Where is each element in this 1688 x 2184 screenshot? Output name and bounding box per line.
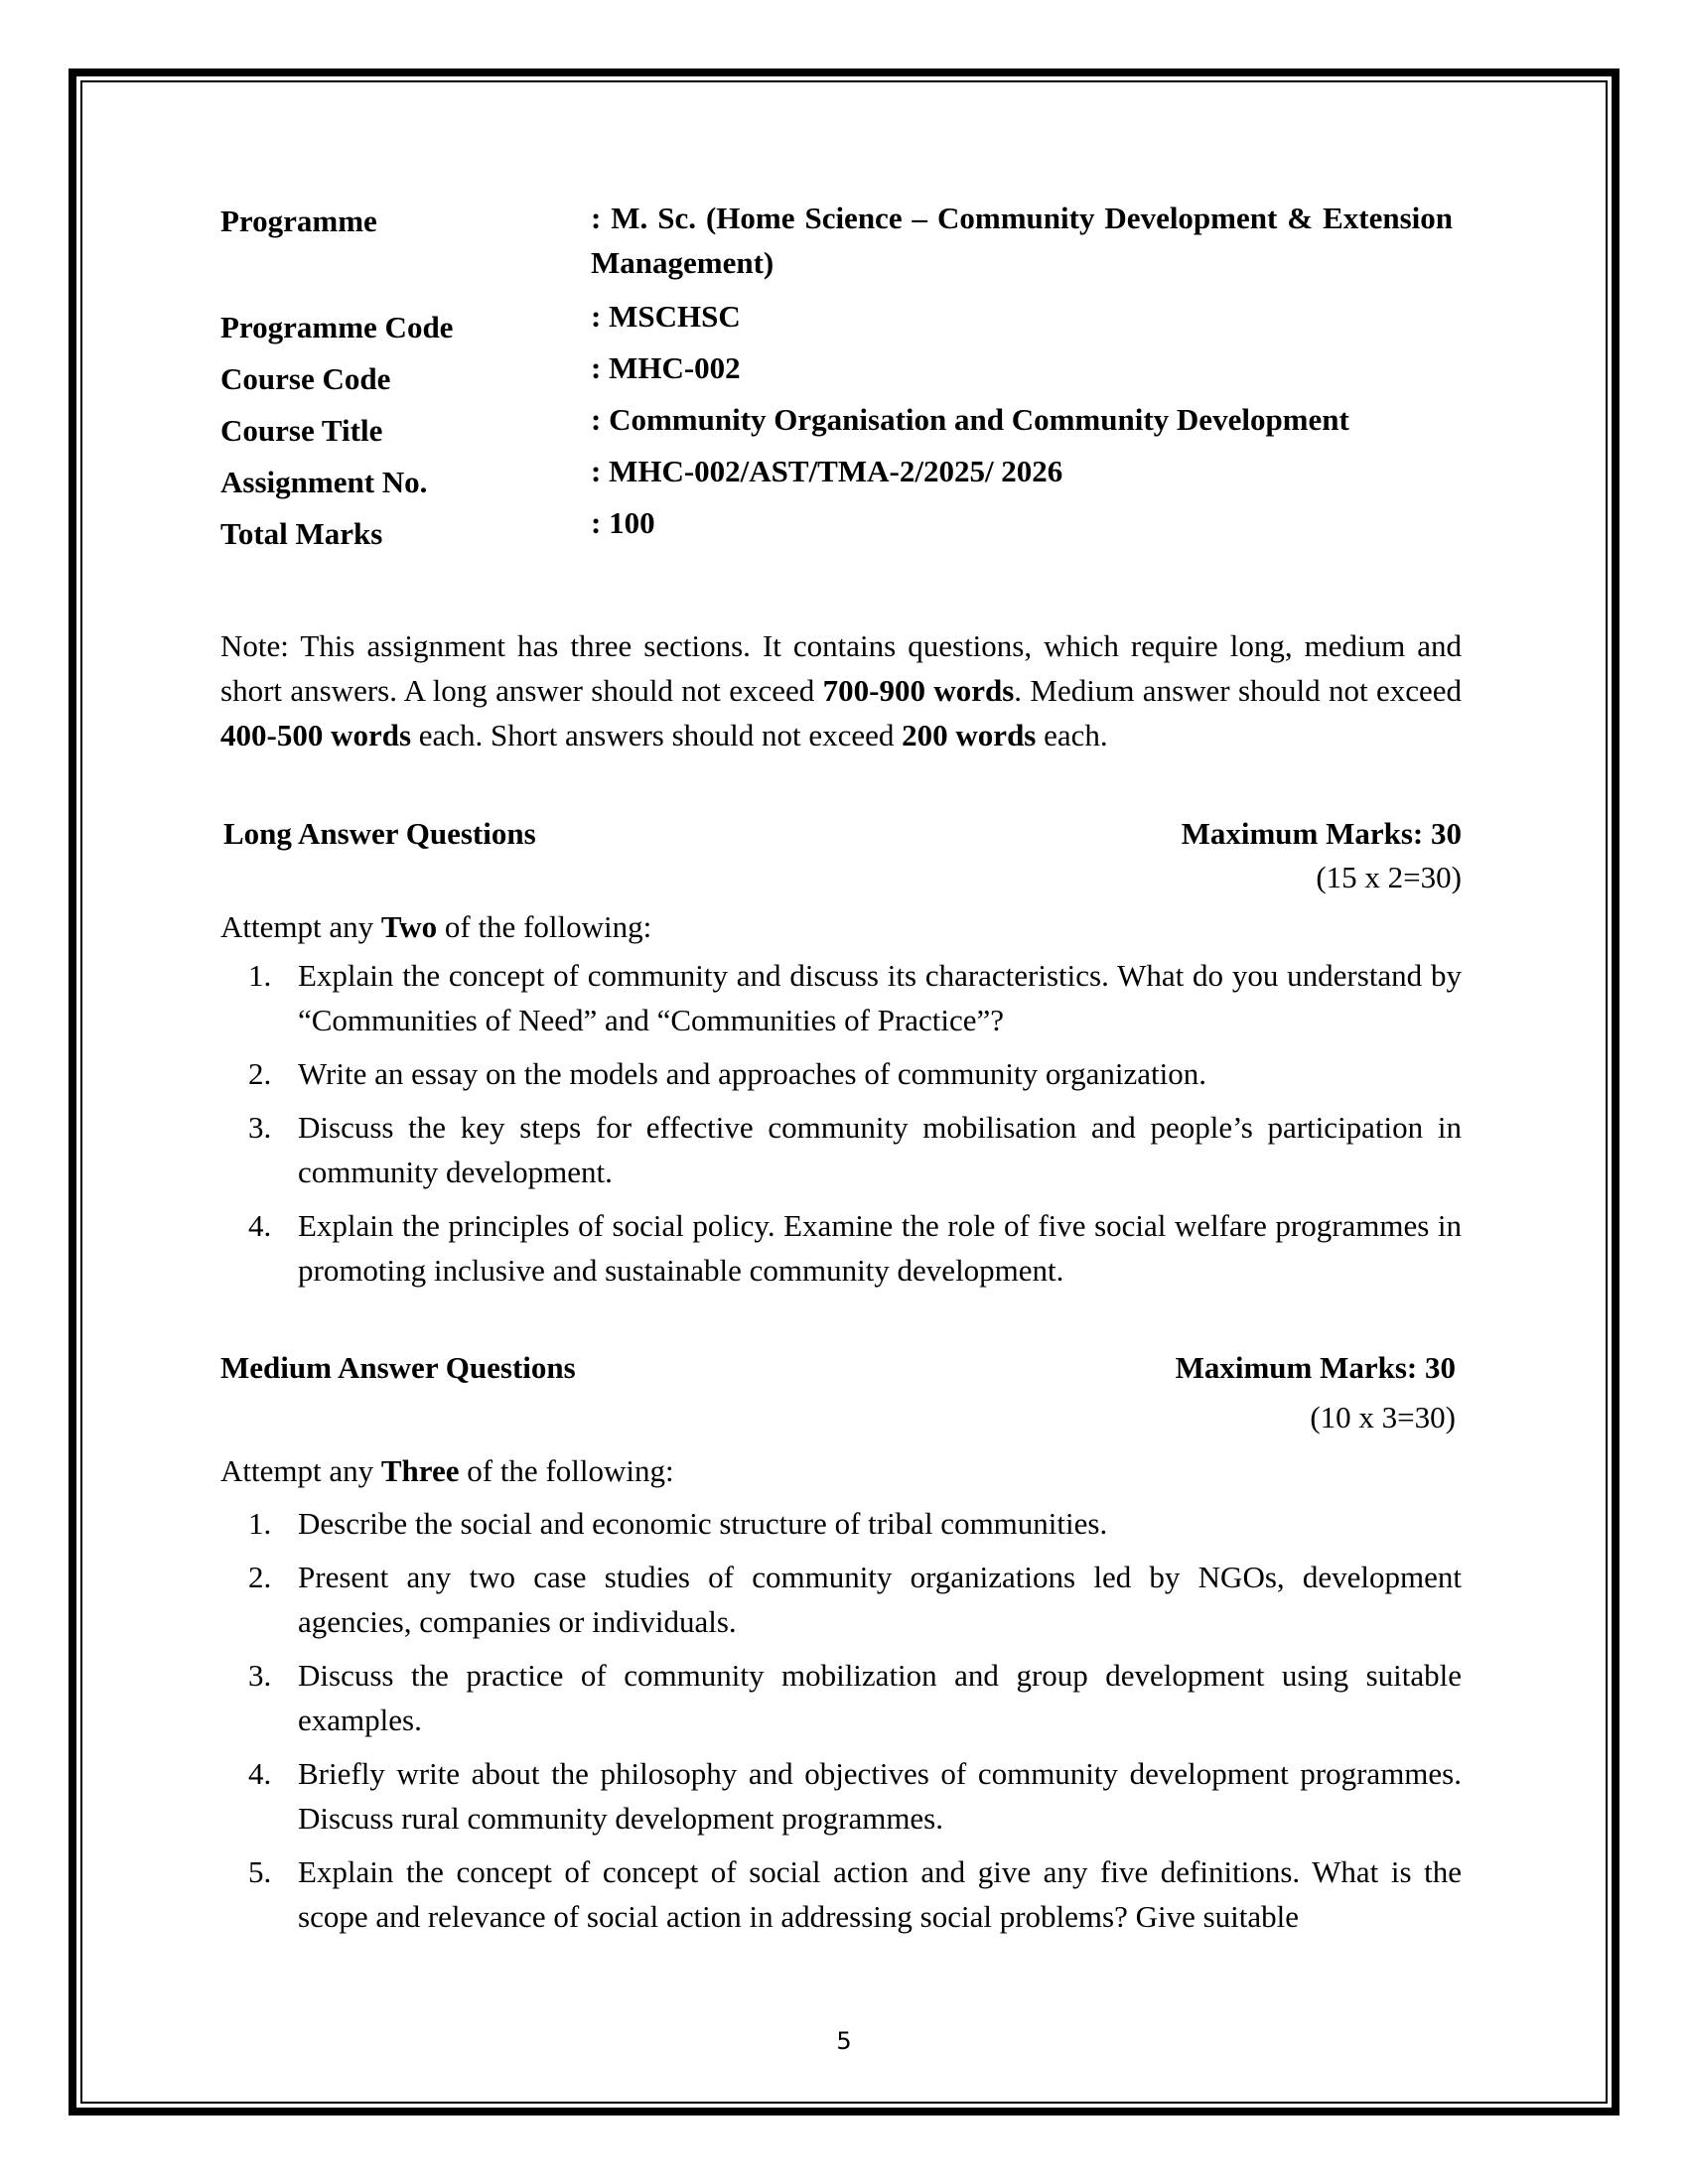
question-item	[220, 1751, 1462, 1841]
meta-value: : 100	[591, 505, 655, 540]
question-text: Present any two case studies of community organizations led by NGOs, development agencies, companies or individuals.	[298, 1560, 1462, 1639]
question-number: 1.	[248, 1506, 272, 1541]
instruction-text: Attempt any	[220, 909, 381, 944]
section-instruction	[220, 1453, 674, 1489]
long-section-header	[220, 816, 1462, 852]
note-text: Note: This assignment has three sections. It contains questions, which require long, medium and short answers. A long answer should not exceed	[220, 628, 1462, 708]
meta-value: : MSCHSC	[591, 299, 741, 334]
note-text: each.	[1036, 718, 1108, 752]
meta-label: Programme Code	[220, 310, 454, 344]
section-instruction	[220, 909, 651, 945]
meta-value: : Community Organisation and Community Development	[591, 402, 1349, 437]
instruction-text: of the following:	[459, 1453, 674, 1488]
question-item	[220, 1555, 1462, 1644]
question-number: 4.	[248, 1208, 272, 1243]
question-item	[220, 953, 1462, 1042]
note-bold: 700-900 words	[822, 673, 1015, 708]
section-title: Long Answer Questions	[223, 816, 536, 851]
meta-label: Course Code	[220, 361, 391, 396]
question-item	[220, 1849, 1462, 1939]
question-number: 2.	[248, 1560, 272, 1594]
meta-label: Course Title	[220, 413, 383, 448]
question-item	[220, 1501, 1462, 1546]
medium-section-header	[220, 1350, 1462, 1386]
instruction-bold: Two	[380, 909, 438, 944]
meta-label: Total Marks	[220, 516, 383, 551]
question-number: 5.	[248, 1854, 272, 1889]
question-number: 1.	[248, 958, 272, 993]
note-text: each. Short answers should not exceed	[411, 718, 903, 752]
section-title: Medium Answer Questions	[220, 1350, 576, 1385]
question-item	[220, 1105, 1462, 1194]
question-item	[220, 1653, 1462, 1742]
note-bold: 400-500 words	[220, 718, 412, 752]
page-number: 5	[836, 2027, 852, 2055]
question-text: Explain the concept of community and discuss its characteristics. What do you understand by “Communities of Need” and “Communities of Practice”?	[298, 958, 1462, 1037]
question-number: 3.	[248, 1658, 272, 1693]
note-text: . Medium answer should not exceed	[1014, 673, 1462, 708]
meta-value: : MHC-002/AST/TMA-2/2025/ 2026	[591, 454, 1063, 488]
question-text: Explain the principles of social policy. Examine the role of five social welfare programmes in promoting inclusive and sustainable community development.	[298, 1208, 1462, 1288]
instruction-bold: Three	[380, 1453, 460, 1488]
meta-label: Programme	[220, 204, 377, 238]
question-text: Write an essay on the models and approaches of community organization.	[298, 1056, 1206, 1091]
question-text: Discuss the key steps for effective community mobilisation and people’s participation in community development.	[298, 1110, 1462, 1189]
section-max-marks: Maximum Marks: 30	[1175, 1350, 1456, 1385]
long-question-list	[220, 953, 1462, 1301]
question-text: Briefly write about the philosophy and objectives of community development programmes. Discuss rural community development programmes.	[298, 1756, 1462, 1836]
medium-question-list	[220, 1501, 1462, 1948]
section-marks-breakdown: (15 x 2=30)	[1316, 860, 1462, 894]
question-item	[220, 1051, 1462, 1096]
question-number: 3.	[248, 1110, 272, 1145]
meta-value: : M. Sc. (Home Science – Community Development & Extension Management)	[591, 201, 1453, 280]
question-number: 4.	[248, 1756, 272, 1791]
section-marks-breakdown: (10 x 3=30)	[1310, 1400, 1456, 1434]
instruction-text: Attempt any	[220, 1453, 381, 1488]
section-max-marks: Maximum Marks: 30	[1181, 816, 1462, 851]
meta-label: Assignment No.	[220, 465, 428, 499]
question-text: Discuss the practice of community mobilization and group development using suitable examples.	[298, 1658, 1462, 1737]
instruction-text: of the following:	[437, 909, 652, 944]
meta-value: : MHC-002	[591, 350, 741, 385]
note-bold: 200 words	[902, 718, 1037, 752]
question-text: Describe the social and economic structure of tribal communities.	[298, 1506, 1108, 1541]
question-item	[220, 1203, 1462, 1293]
assignment-note	[220, 623, 1462, 757]
question-text: Explain the concept of concept of social action and give any five definitions. What is the scope and relevance of social action in addressing social problems? Give suitable	[298, 1854, 1462, 1934]
question-number: 2.	[248, 1056, 272, 1091]
